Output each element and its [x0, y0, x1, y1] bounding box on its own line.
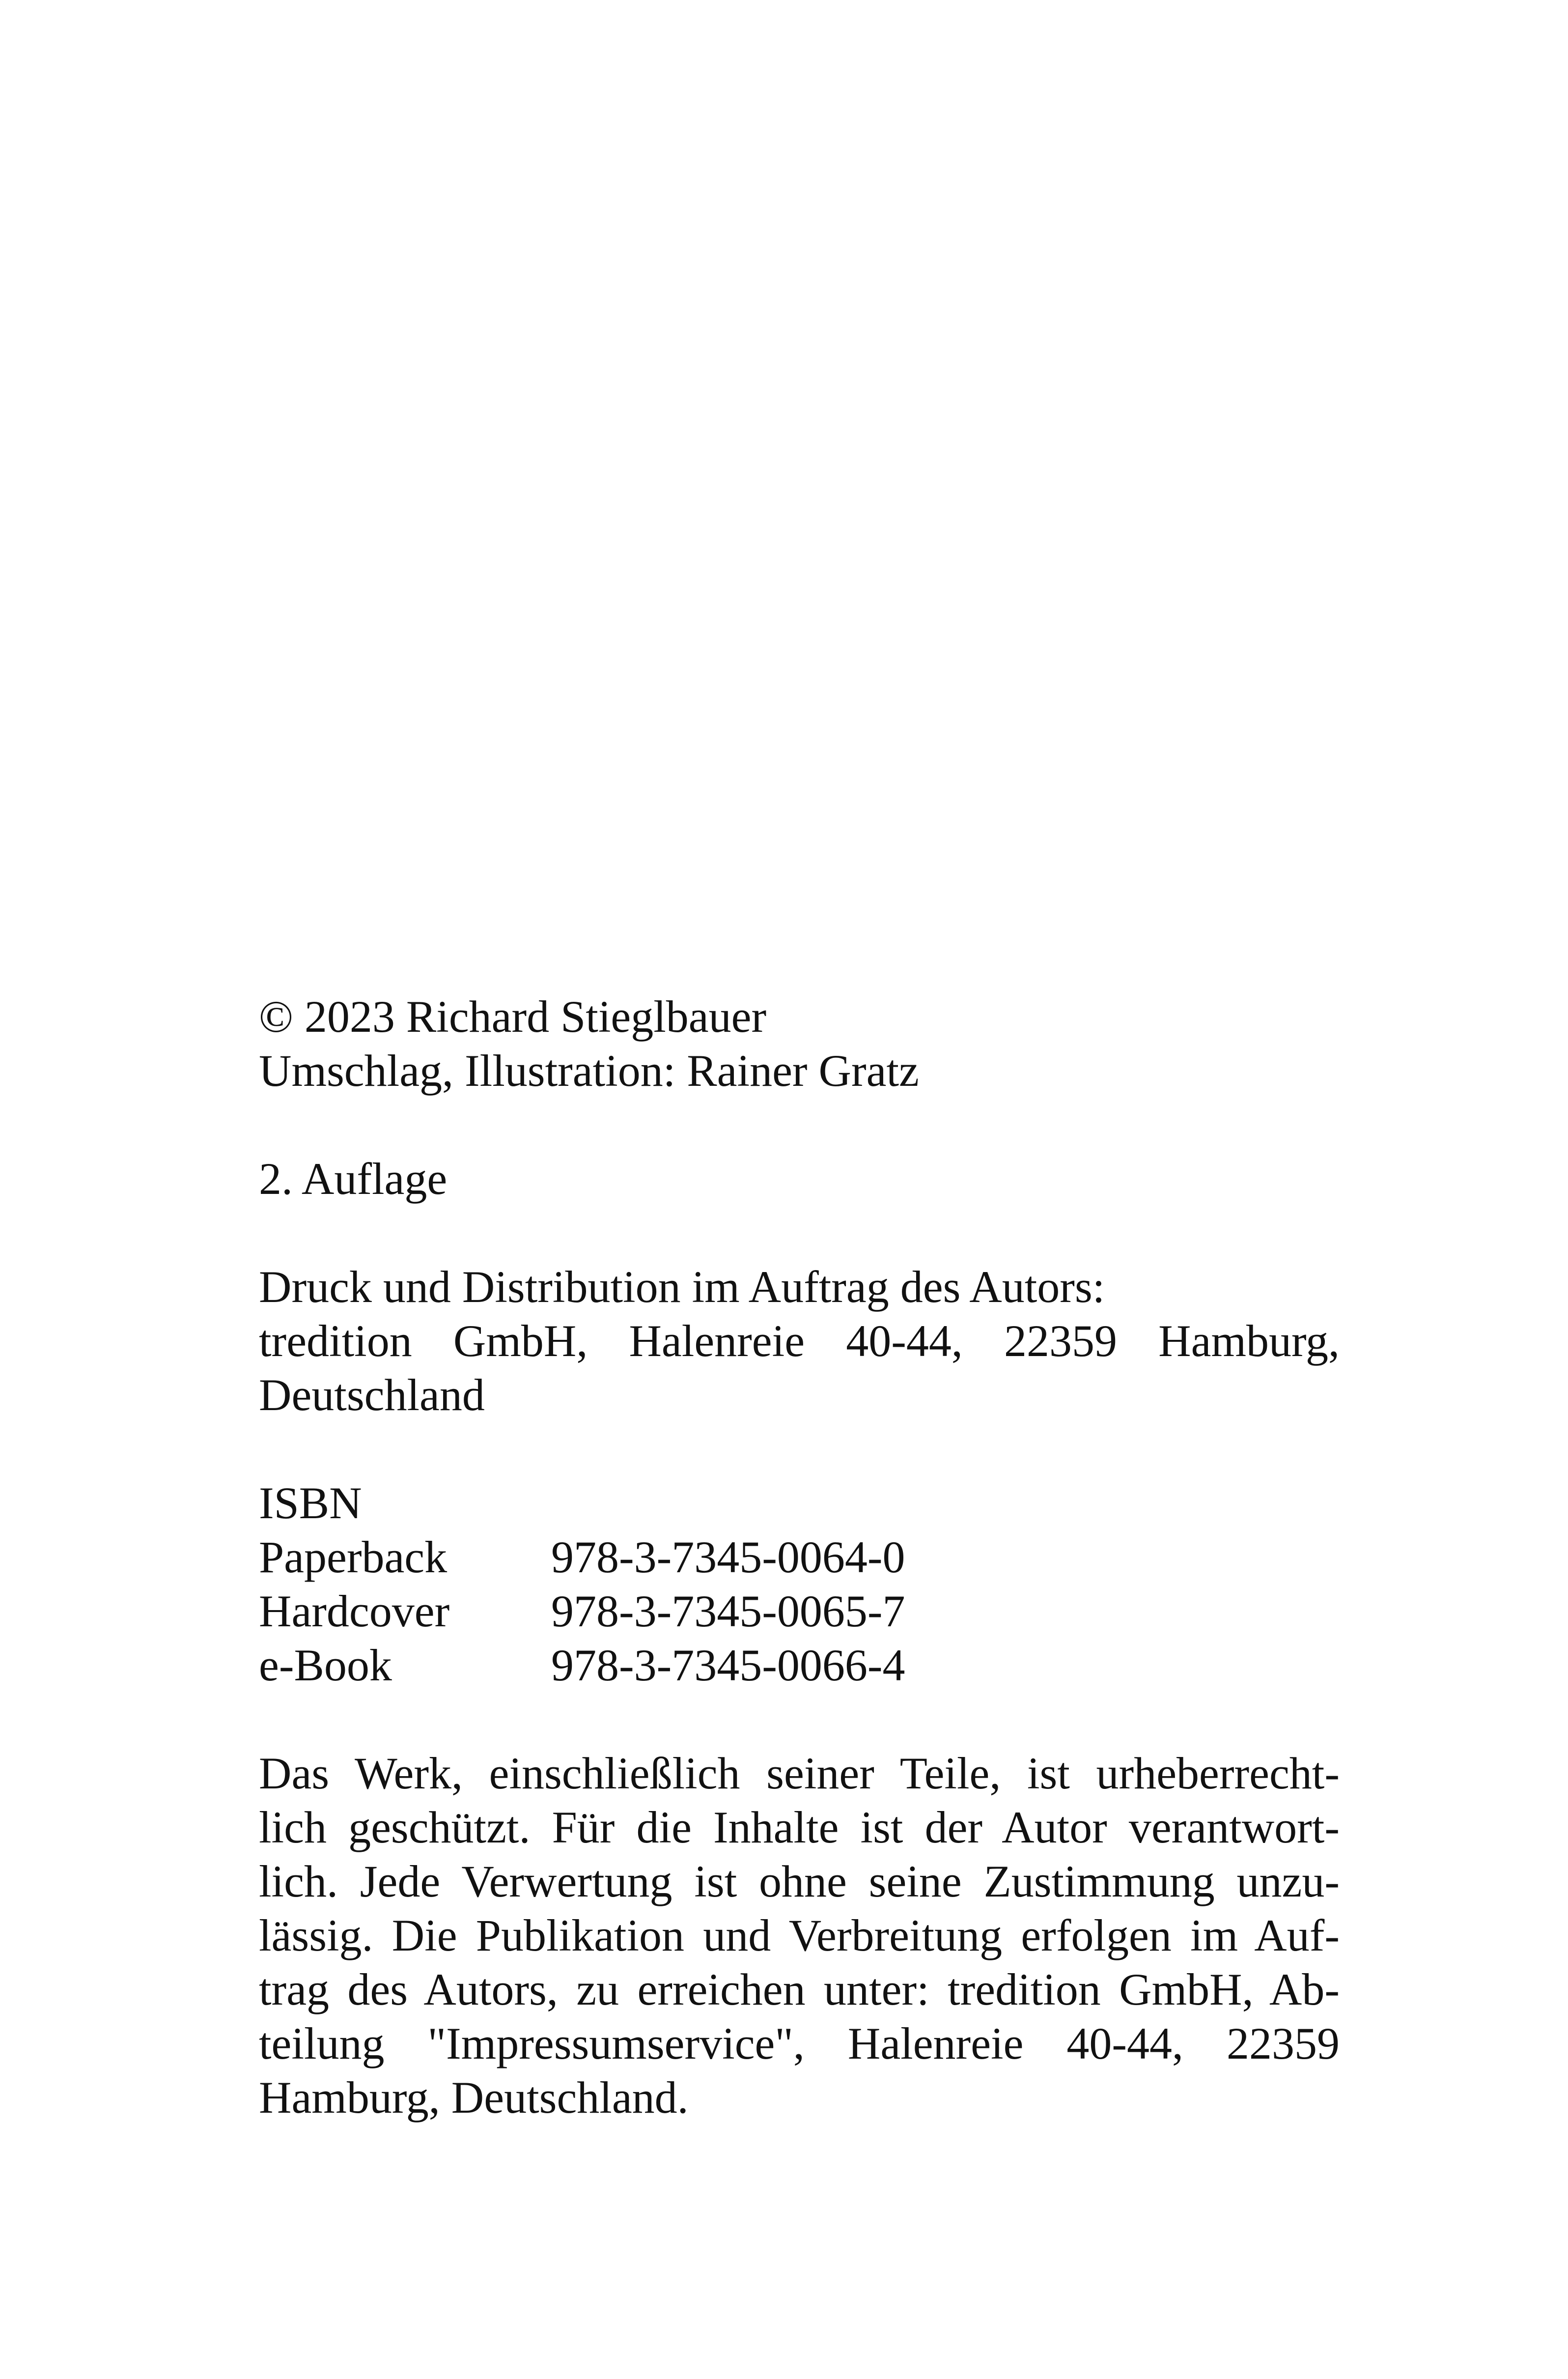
isbn-heading: ISBN — [259, 1478, 362, 1528]
isbn-format-label: Hardcover — [259, 1586, 450, 1636]
isbn-number: 978-3-7345-0066-4 — [551, 1640, 905, 1690]
legal-notice-line: lich. Jede Verwertung ist ohne seine Zustimmung unzu- — [259, 1856, 1340, 1906]
legal-notice-line: teilung "Impressumservice", Halenreie 40-44, 22359 — [259, 2018, 1340, 2068]
distribution-block — [259, 1260, 1340, 1422]
isbn-number: 978-3-7345-0064-0 — [551, 1532, 905, 1582]
spacer — [259, 1692, 1340, 1746]
legal-notice — [259, 1746, 1340, 2124]
isbn-format-label: Paperback — [259, 1532, 448, 1582]
legal-notice-line: Hamburg, Deutschland. — [259, 2072, 689, 2123]
isbn-block — [259, 1476, 1340, 1692]
publisher-country-line: Deutschland — [259, 1370, 485, 1420]
publisher-address-line: tredition GmbH, Halenreie 40-44, 22359 Hamburg, — [259, 1316, 1340, 1366]
isbn-format-label: e-Book — [259, 1640, 392, 1690]
distribution-line: Druck und Distribution im Auftrag des Autors: — [259, 1262, 1105, 1312]
isbn-row-hardcover — [259, 1584, 1340, 1638]
cover-credit: Umschlag, Illustration: Rainer Gratz — [259, 1046, 919, 1096]
copyright-line: © 2023 Richard Stieglbauer — [259, 991, 767, 1042]
imprint-block — [259, 990, 1340, 2124]
isbn-number: 978-3-7345-0065-7 — [551, 1586, 905, 1636]
legal-notice-line: trag des Autors, zu erreichen unter: tredition GmbH, Ab- — [259, 1964, 1340, 2014]
legal-notice-line: lässig. Die Publikation und Verbreitung erfolgen im Auf- — [259, 1910, 1340, 1960]
spacer — [259, 1422, 1340, 1476]
spacer — [259, 1206, 1340, 1260]
legal-notice-line: Das Werk, einschließlich seiner Teile, ist urheberrecht- — [259, 1748, 1340, 1798]
edition-line: 2. Auflage — [259, 1154, 448, 1204]
isbn-row-ebook — [259, 1638, 1340, 1692]
spacer — [259, 1098, 1340, 1152]
legal-notice-line: lich geschützt. Für die Inhalte ist der Autor verantwort- — [259, 1802, 1340, 1852]
isbn-row-paperback — [259, 1530, 1340, 1584]
